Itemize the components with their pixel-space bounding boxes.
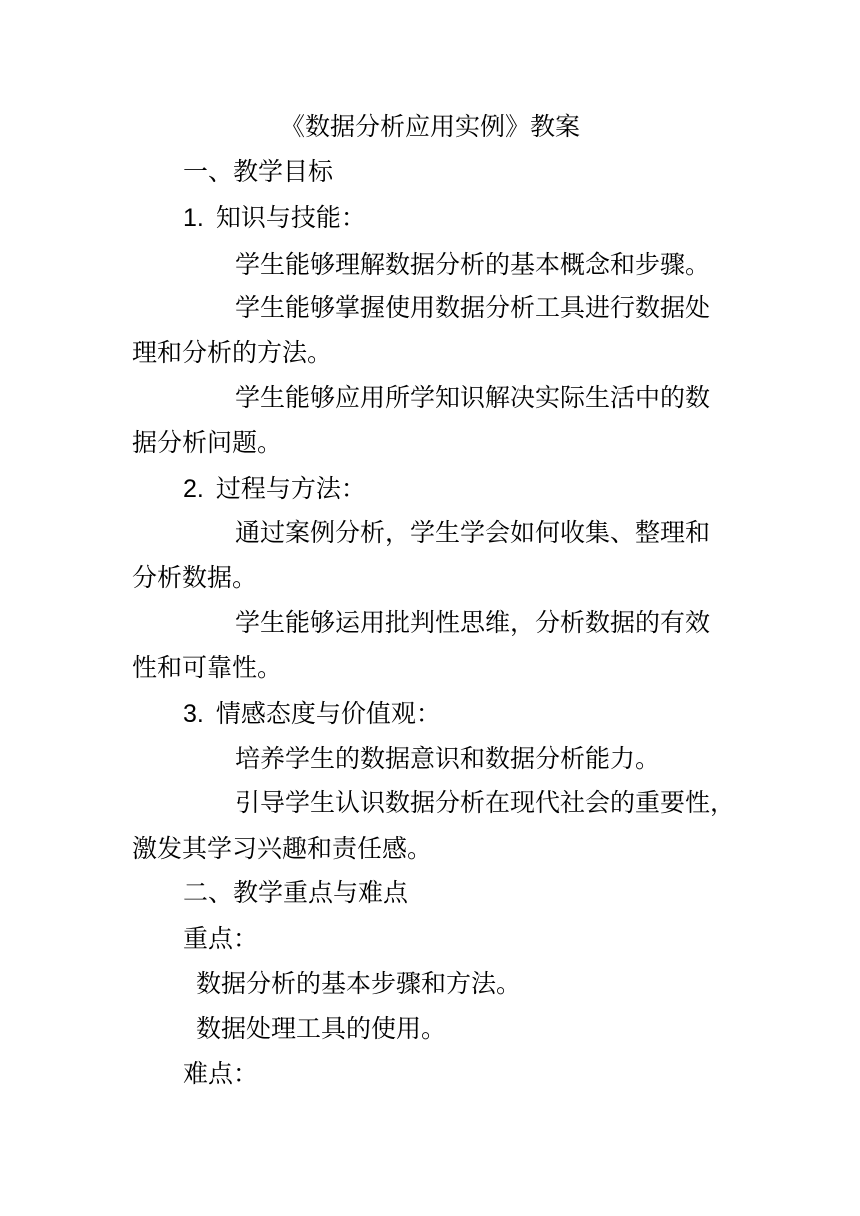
section2-heading: 二、教学重点与难点: [183, 878, 409, 907]
item3-paragraph2-line2: 激发其学习兴趣和责任感。: [132, 834, 433, 863]
item3-heading: [183, 699, 441, 729]
key-point-2: 数据处理工具的使用。: [196, 1014, 447, 1043]
key-points-label: 重点：: [183, 924, 259, 953]
item1-paragraph3-line2: 据分析问题。: [132, 428, 283, 457]
item1-paragraph1: 学生能够理解数据分析的基本概念和步骤。: [235, 250, 711, 279]
item1-paragraph2-line2: 理和分析的方法。: [132, 338, 333, 367]
document-title: 《数据分析应用实例》教案: [279, 112, 580, 141]
item3-paragraph1: 培养学生的数据意识和数据分析能力。: [235, 744, 661, 773]
item2-heading: [183, 474, 366, 504]
item3-label: 情感态度与价值观：: [215, 699, 441, 728]
section1-heading: 一、教学目标: [183, 157, 334, 186]
item2-label: 过程与方法：: [215, 474, 366, 503]
item1-paragraph2-line1: 学生能够掌握使用数据分析工具进行数据处: [235, 293, 711, 322]
item2-paragraph2-line1: 学生能够运用批判性思维，分析数据的有效: [235, 608, 711, 637]
item2-paragraph2-line2: 性和可靠性。: [132, 653, 283, 682]
difficulty-label: 难点：: [183, 1059, 259, 1088]
item1-label: 知识与技能：: [215, 203, 366, 232]
item1-heading: [183, 203, 366, 233]
item2-paragraph1-line2: 分析数据。: [132, 563, 258, 592]
item1-number: 1.: [183, 204, 204, 232]
item2-paragraph1-line1: 通过案例分析，学生学会如何收集、整理和: [235, 518, 711, 547]
item3-number: 3.: [183, 700, 204, 728]
item2-number: 2.: [183, 475, 204, 503]
item3-paragraph2-line1: 引导学生认识数据分析在现代社会的重要性，: [235, 788, 736, 817]
key-point-1: 数据分析的基本步骤和方法。: [196, 969, 522, 998]
item1-paragraph3-line1: 学生能够应用所学知识解决实际生活中的数: [235, 383, 711, 412]
